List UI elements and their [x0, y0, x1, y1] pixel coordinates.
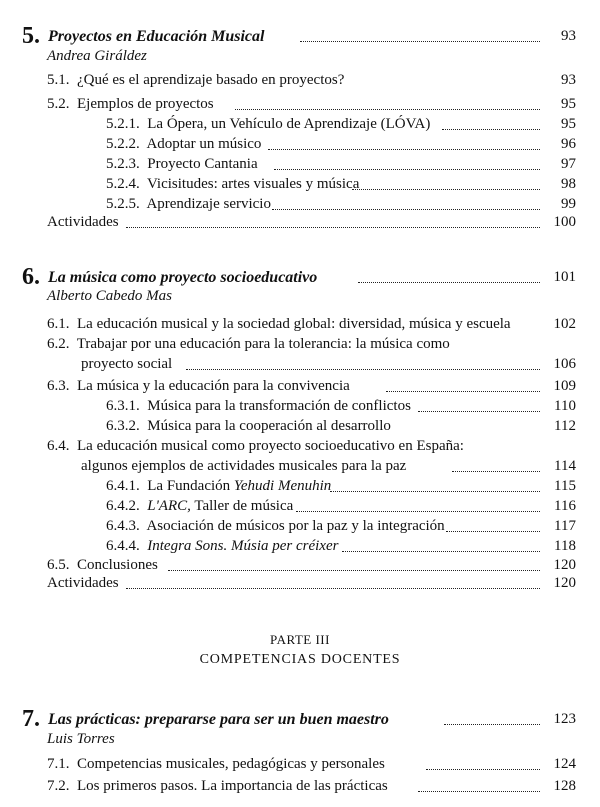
- toc-entry[interactable]: 5.1. ¿Qué es el aprendizaje basado en proyectos? 93: [0, 68, 600, 92]
- toc-entry[interactable]: 5.2.5. Aprendizaje servicio 99: [0, 192, 600, 216]
- page-number: 115: [554, 478, 576, 494]
- page-number: 100: [553, 214, 576, 230]
- toc-entry[interactable]: 6.4.2. L'ARC, Taller de música 116: [0, 494, 600, 518]
- dot-leader: [300, 41, 540, 42]
- page-number: 123: [553, 711, 576, 727]
- page-number: 95: [561, 96, 576, 112]
- dot-leader: [358, 282, 540, 283]
- page-number: 117: [554, 518, 576, 534]
- page-number: 120: [553, 575, 576, 591]
- page-number: 93: [561, 72, 576, 88]
- chapter-author: Andrea Giráldez: [47, 48, 147, 64]
- page-number: 96: [561, 136, 576, 152]
- toc-entry-line[interactable]: 6.2. Trabajar por una educación para la tolerancia: la música como: [47, 336, 450, 352]
- toc-entry[interactable]: 6.4.4. Integra Sons. Músia per créixer 118: [0, 534, 600, 558]
- dot-leader: [186, 369, 540, 370]
- chapter-title: La música como proyecto socioeducativo: [48, 269, 318, 286]
- toc-entry[interactable]: 5.2.3. Proyecto Cantania 97: [0, 152, 600, 176]
- page-number: 112: [554, 418, 576, 434]
- toc-entry[interactable]: Actividades 100: [0, 210, 600, 234]
- toc-entry[interactable]: 6.4.3. Asociación de músicos por la paz y la integración 117: [0, 514, 600, 538]
- page-number: 93: [561, 28, 576, 44]
- chapter-number: 6.: [22, 264, 40, 290]
- toc-entry[interactable]: 6.1. La educación musical y la sociedad global: diversidad, música y escuela 102: [0, 312, 600, 336]
- dot-leader: [452, 471, 540, 472]
- dot-leader: [126, 227, 540, 228]
- toc-entry-line[interactable]: 6.4. La educación musical como proyecto socioeducativo en España:: [47, 438, 464, 454]
- toc-entry[interactable]: 5.2.1. La Ópera, un Vehículo de Aprendizaje (LÓVA) 95: [0, 112, 600, 136]
- part-title: COMPETENCIAS DOCENTES: [199, 652, 401, 667]
- dot-leader: [268, 149, 540, 150]
- toc-entry[interactable]: 6.3. La música y la educación para la convivencia 109: [0, 374, 600, 398]
- dot-leader: [418, 791, 540, 792]
- dot-leader: [126, 588, 540, 589]
- dot-leader: [296, 511, 540, 512]
- page-number: 128: [553, 778, 576, 794]
- page-number: 106: [553, 356, 576, 372]
- page-number: 101: [553, 269, 576, 285]
- toc-entry[interactable]: 5.2. Ejemplos de proyectos 95: [0, 92, 600, 116]
- page-number: 102: [553, 316, 576, 332]
- page-number: 109: [553, 378, 576, 394]
- page-number: 95: [561, 116, 576, 132]
- part-label: PARTE III: [270, 632, 330, 647]
- toc-entry[interactable]: proyecto social 106: [0, 352, 600, 376]
- dot-leader: [352, 189, 540, 190]
- toc-entry[interactable]: 5.2.2. Adoptar un músico 96: [0, 132, 600, 156]
- dot-leader: [418, 411, 540, 412]
- dot-leader: [386, 391, 540, 392]
- chapter-title: Las prácticas: prepararse para ser un buen maestro: [48, 711, 389, 728]
- page-number: 124: [553, 756, 576, 772]
- page-number: 118: [554, 538, 576, 554]
- toc-entry[interactable]: 6.3.2. Música para la cooperación al desarrollo 112: [0, 414, 600, 438]
- toc-entry[interactable]: 7.1. Competencias musicales, pedagógicas y personales 124: [0, 752, 600, 776]
- page-number: 110: [554, 398, 576, 414]
- page-number: 114: [554, 458, 576, 474]
- toc-entry[interactable]: 6.3.1. Música para la transformación de conflictos 110: [0, 394, 600, 418]
- page-number: 98: [561, 176, 576, 192]
- dot-leader: [342, 551, 540, 552]
- dot-leader: [426, 769, 540, 770]
- toc-entry[interactable]: 5.2.4. Vicisitudes: artes visuales y música 98: [0, 172, 600, 196]
- dot-leader: [442, 129, 540, 130]
- dot-leader: [330, 491, 540, 492]
- page-number: 120: [553, 557, 576, 573]
- dot-leader: [446, 531, 540, 532]
- chapter-title: Proyectos en Educación Musical: [48, 28, 265, 45]
- page-number: 97: [561, 156, 576, 172]
- toc-entry[interactable]: 6.4.1. La Fundación Yehudi Menuhin 115: [0, 474, 600, 498]
- dot-leader: [444, 724, 540, 725]
- chapter-number: 7.: [22, 706, 40, 732]
- chapter-number: 5.: [22, 23, 40, 49]
- toc-entry[interactable]: 7.2. Los primeros pasos. La importancia de las prácticas 128: [0, 774, 600, 798]
- dot-leader: [235, 109, 540, 110]
- chapter-author: Luis Torres: [47, 731, 115, 747]
- toc-entry[interactable]: algunos ejemplos de actividades musicales para la paz 114: [0, 454, 600, 478]
- dot-leader: [274, 169, 540, 170]
- page-number: 116: [554, 498, 576, 514]
- page-number: 99: [561, 196, 576, 212]
- toc-entry[interactable]: Actividades 120: [0, 571, 600, 595]
- toc-entry[interactable]: 6.5. Conclusiones 120: [0, 553, 600, 577]
- chapter-author: Alberto Cabedo Mas: [47, 288, 172, 304]
